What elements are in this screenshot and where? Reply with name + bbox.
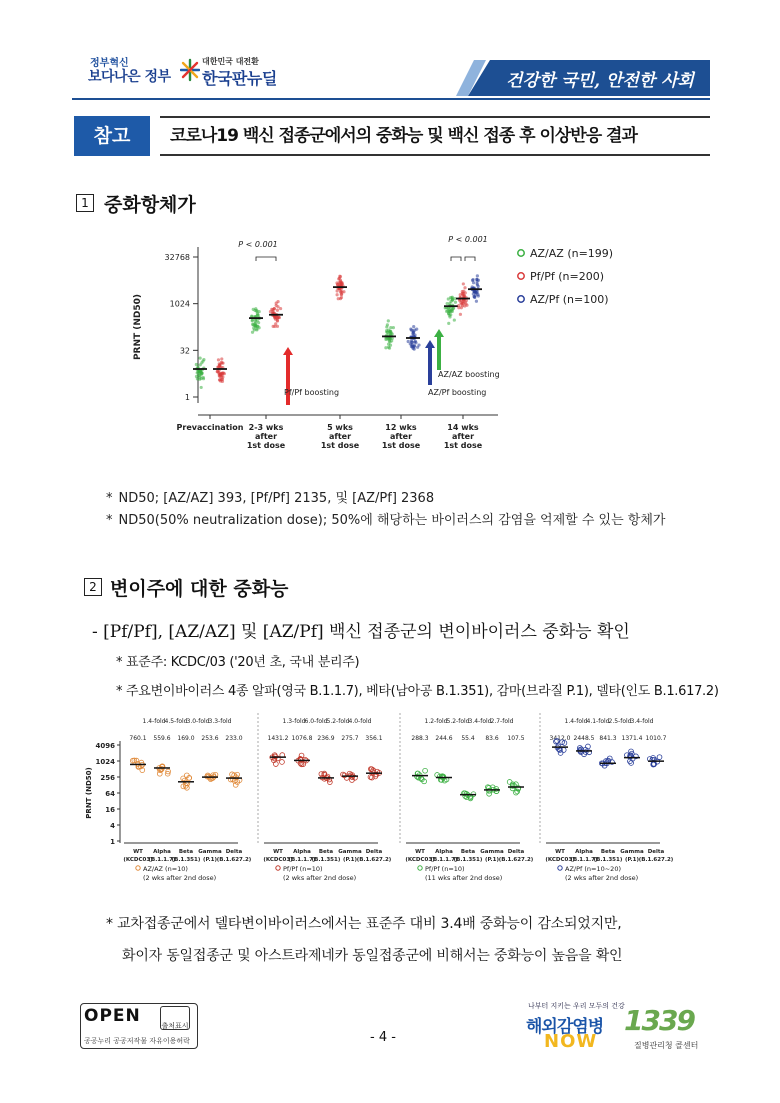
data-point [338, 275, 341, 278]
y-axis-label: PRNT (ND50) [85, 767, 93, 819]
y-tick-label: 64 [105, 790, 115, 798]
x-tick-label: Gamma [480, 849, 504, 855]
value-label: 275.7 [341, 735, 359, 742]
x-tick-label: 12 wks [385, 423, 417, 432]
data-point [337, 297, 340, 300]
fold-label: 4.5-fold [164, 718, 188, 725]
y-axis-label: PRNT (ND50) [133, 293, 143, 361]
antibody-titer-plot [128, 225, 622, 465]
data-point [472, 281, 475, 284]
fold-label: 3.3-fold [208, 718, 232, 725]
data-point [337, 277, 340, 280]
legend-marker [518, 296, 524, 302]
note-asterisk: * [116, 655, 123, 670]
x-tick-label: (B.1.627.2) [216, 857, 252, 863]
data-point [463, 286, 466, 289]
x-tick-label: Beta [460, 849, 476, 855]
data-point [388, 347, 391, 350]
x-tick-label: (KCDC03) [545, 857, 575, 863]
data-point [476, 290, 479, 293]
value-label: 169.0 [177, 735, 195, 742]
data-point [280, 760, 285, 765]
x-tick-label: (KCDC03) [123, 857, 153, 863]
data-point [407, 340, 410, 343]
x-tick-label: (B.1.1.7) [570, 857, 598, 863]
x-tick-label: (KCDC03) [263, 857, 293, 863]
section1-number: 1 [76, 194, 94, 212]
y-tick-label: 4096 [95, 742, 115, 750]
value-label: 841.3 [599, 735, 617, 742]
fold-label: 1.2-fold [424, 718, 448, 725]
data-point [412, 347, 415, 350]
value-label: 559.6 [153, 735, 171, 742]
data-point [412, 325, 415, 328]
y-tick-label: 1 [184, 393, 190, 402]
data-point [462, 282, 465, 285]
data-point [340, 293, 343, 296]
data-point [276, 309, 279, 312]
data-point [257, 313, 260, 316]
data-point [197, 374, 200, 377]
p-value-bracket [465, 257, 475, 261]
fold-label: 1.3-fold [282, 718, 306, 725]
x-tick-label: Delta [647, 849, 665, 855]
data-point [275, 302, 278, 305]
fold-label: 4.0-fold [348, 718, 372, 725]
y-tick-label: 4 [110, 822, 115, 830]
value-label: 2448.5 [573, 735, 595, 742]
overseas-now-logo: NOW [544, 1031, 598, 1052]
data-point [340, 296, 343, 299]
data-point [199, 357, 202, 360]
new-deal-star-icon [180, 58, 200, 82]
x-tick-label: Alpha [435, 849, 453, 855]
fold-label: 3.0-fold [186, 718, 210, 725]
note-asterisk: * [116, 684, 123, 699]
x-tick-label: (B.1.1.7) [148, 857, 176, 863]
x-tick-label: (P.1) [203, 857, 217, 863]
x-tick-label: 1st dose [320, 441, 360, 450]
x-tick-label: Gamma [198, 849, 222, 855]
data-point [514, 790, 519, 795]
data-point [336, 283, 339, 286]
data-point [423, 768, 428, 773]
azaz-boost-arrow [437, 335, 441, 370]
value-label: 244.6 [435, 735, 453, 742]
value-label: 83.6 [485, 735, 499, 742]
data-point [410, 343, 413, 346]
fold-label: 1.4-fold [564, 718, 588, 725]
slogan-text: 건강한 국민, 안전한 사회 [506, 71, 694, 91]
azpf-boost-arrow [428, 346, 432, 385]
x-tick-label: (P.1) [485, 857, 499, 863]
x-tick-label: (B.1.627.2) [638, 857, 674, 863]
fold-label: 2.5-fold [608, 718, 632, 725]
value-label: 760.1 [129, 735, 147, 742]
hotline-1339-logo: 1339 [624, 1004, 694, 1037]
value-label: 236.9 [317, 735, 335, 742]
data-point [254, 325, 257, 328]
note-text: ND50(50% neutralization dose); 50%에 해당하는 바이러스의 감염을 억제할 수 있는 항체가 [118, 513, 666, 528]
data-point [390, 339, 393, 342]
legend-marker [136, 866, 140, 870]
conclusion-line-2: 화이자 동일접종군 및 아스트라제네카 동일접종군에 비해서는 중화능이 높음을 확인 [122, 948, 623, 964]
x-tick-label: (B.1.1.7) [288, 857, 316, 863]
data-point [451, 308, 454, 311]
data-point [461, 292, 464, 295]
data-point [477, 285, 480, 288]
legend-marker [518, 273, 524, 279]
data-point [384, 346, 387, 349]
value-label: 233.0 [225, 735, 243, 742]
data-point [251, 319, 254, 322]
data-point [200, 386, 203, 389]
value-label: 1076.8 [291, 735, 313, 742]
data-point [461, 300, 464, 303]
header-divider [72, 98, 710, 100]
data-point [336, 293, 339, 296]
x-tick-label: after [254, 432, 278, 441]
overseas-infection-logo: 해외감염병 [526, 1017, 604, 1037]
data-point [217, 358, 220, 361]
data-point [273, 762, 278, 767]
value-label: 288.3 [411, 735, 429, 742]
legend-label: Pf/Pf (n=200) [530, 270, 604, 283]
x-tick-label: (P.1) [343, 857, 357, 863]
x-tick-label: Gamma [620, 849, 644, 855]
x-tick-label: (B.1.627.2) [498, 857, 534, 863]
y-tick-label: 16 [105, 806, 115, 814]
data-point [220, 357, 223, 360]
value-label: 356.1 [365, 735, 383, 742]
value-label: 1010.7 [645, 735, 667, 742]
x-tick-label: (B.1.1.7) [430, 857, 458, 863]
data-point [447, 322, 450, 325]
variant-neutralization-chart [82, 705, 702, 895]
legend-marker [518, 250, 524, 256]
y-tick-label: 32 [179, 346, 190, 356]
x-tick-label: Gamma [338, 849, 362, 855]
data-point [476, 274, 479, 277]
section2-title: 변이주에 대한 중화능 [110, 578, 289, 600]
value-label: 55.4 [461, 735, 475, 742]
x-tick-label: Alpha [293, 849, 311, 855]
azpf-boost-arrow-head [425, 340, 435, 348]
conclusion-text: 교차접종군에서 델타변이바이러스에서는 표준주 대비 3.4배 중화능이 감소되었지만, [117, 916, 622, 932]
data-point [413, 333, 416, 336]
section2-bullet-1 [116, 651, 359, 670]
kogl-open-label: OPEN [84, 1006, 141, 1026]
legend-caption: (2 wks after 2nd dose) [565, 874, 639, 882]
fold-label: 5.2-fold [326, 718, 350, 725]
data-point [339, 281, 342, 284]
pf-boost-arrow-head [283, 347, 293, 355]
x-tick-label: 5 wks [327, 423, 353, 432]
variant-neutralization-plot [82, 705, 702, 895]
x-tick-label: 2-3 wks [248, 423, 284, 432]
x-tick-label: WT [133, 849, 143, 855]
legend-marker [418, 866, 422, 870]
data-point [273, 325, 276, 328]
data-point [413, 340, 416, 343]
fold-label: 2.7-fold [490, 718, 514, 725]
x-tick-label: 1st dose [381, 441, 421, 450]
x-tick-label: (B.1.351) [171, 857, 201, 863]
x-tick-label: Beta [178, 849, 194, 855]
x-tick-label: Alpha [575, 849, 593, 855]
x-tick-label: Beta [600, 849, 616, 855]
legend-caption: (2 wks after 2nd dose) [283, 874, 357, 882]
logo-gov-innovation-small: 정부혁신 [90, 58, 129, 69]
data-point [586, 744, 591, 749]
data-point [459, 313, 462, 316]
data-point [460, 306, 463, 309]
legend-caption: (2 wks after 2nd dose) [143, 874, 217, 882]
data-point [223, 372, 226, 375]
x-tick-label: (B.1.351) [311, 857, 341, 863]
antibody-titer-chart [128, 225, 622, 465]
legend-label: AZ/Pf (n=100) [530, 293, 609, 306]
x-tick-label: Delta [225, 849, 243, 855]
data-point [219, 379, 222, 382]
x-tick-label: (P.1) [625, 857, 639, 863]
x-tick-label: Delta [365, 849, 383, 855]
data-point [451, 298, 454, 301]
value-label: 1431.2 [267, 735, 289, 742]
page-number: - 4 - [370, 1030, 396, 1045]
data-point [487, 791, 492, 796]
data-point [258, 310, 261, 313]
x-tick-label: (B.1.627.2) [356, 857, 392, 863]
section1-note-1 [106, 487, 434, 506]
data-point [454, 301, 457, 304]
fold-label: 4.1-fold [586, 718, 610, 725]
fold-label: 1.4-fold [142, 718, 166, 725]
data-point [447, 312, 450, 315]
y-tick-label: 256 [100, 774, 115, 782]
x-tick-label: Alpha [153, 849, 171, 855]
logo-gov-innovation: 보다나은 정부 [88, 69, 171, 85]
x-tick-label: after [451, 432, 475, 441]
legend-label: AZ/Pf (n=10~20) [565, 865, 621, 873]
kogl-attribution-badge: 출처표시 [160, 1006, 190, 1030]
fold-label: 3.4-fold [468, 718, 492, 725]
x-tick-label: 14 wks [447, 423, 479, 432]
data-point [202, 376, 205, 379]
x-tick-label: WT [555, 849, 565, 855]
note-asterisk: * [106, 916, 113, 932]
data-point [198, 378, 201, 381]
pf-boost-arrow [286, 353, 290, 405]
x-tick-label: after [328, 432, 352, 441]
legend-marker [558, 866, 562, 870]
legend-label: Pf/Pf (n=10) [283, 865, 323, 873]
x-tick-label: WT [273, 849, 283, 855]
x-tick-label: after [389, 432, 413, 441]
data-point [276, 319, 279, 322]
data-point [218, 374, 221, 377]
data-point [392, 326, 395, 329]
data-point [387, 319, 390, 322]
section1-note-2 [106, 509, 665, 528]
reference-title: 코로나19 백신 접종군에서의 중화능 및 백신 접종 후 이상반응 결과 [160, 116, 710, 156]
data-point [448, 315, 451, 318]
data-point [269, 310, 272, 313]
x-tick-label: WT [415, 849, 425, 855]
note-asterisk: * [106, 513, 113, 528]
data-point [253, 309, 256, 312]
p-value-bracket [451, 257, 461, 261]
data-point [221, 375, 224, 378]
data-point [657, 755, 662, 760]
data-point [475, 278, 478, 281]
data-point [257, 321, 260, 324]
data-point [385, 325, 388, 328]
legend-label: AZ/AZ (n=199) [530, 247, 614, 260]
pf-boost-label: Pf/Pf boosting [284, 388, 340, 397]
data-point [200, 361, 203, 364]
x-tick-label: 1st dose [246, 441, 286, 450]
fold-label: 6.0-fold [304, 718, 328, 725]
p-value-bracket [256, 257, 276, 261]
x-tick-label: 1st dose [443, 441, 483, 450]
p-value-label: P < 0.001 [448, 235, 488, 244]
value-label: 1371.4 [621, 735, 643, 742]
data-point [473, 296, 476, 299]
x-tick-label: Beta [318, 849, 334, 855]
overseas-now-tagline: 나부터 지키는 우리 모두의 건강 [528, 1002, 625, 1010]
data-point [195, 363, 198, 366]
y-tick-label: 1024 [95, 758, 115, 766]
x-tick-label: Prevaccination [176, 423, 244, 432]
data-point [447, 297, 450, 300]
logo-new-deal: 한국판뉴딜 [202, 69, 277, 88]
azaz-boost-arrow-head [434, 329, 444, 337]
data-point [472, 292, 475, 295]
data-point [279, 307, 282, 310]
bullet-text: 주요변이바이러스 4종 알파(영국 B.1.1.7), 베타(남아공 B.1.351), 감마(브라질 P.1), 델타(인도 B.1.617.2) [126, 684, 719, 699]
x-tick-label: Delta [507, 849, 525, 855]
y-tick-label: 1024 [169, 299, 190, 309]
legend-label: Pf/Pf (n=10) [425, 865, 465, 873]
section2-number: 2 [84, 578, 102, 596]
section2-bullet-2 [116, 680, 719, 699]
data-point [273, 307, 276, 310]
data-point [464, 302, 467, 305]
legend-label: AZ/AZ (n=10) [143, 865, 188, 873]
data-point [411, 329, 414, 332]
fold-label: 3.4-fold [630, 718, 654, 725]
logo-new-deal-small: 대한민국 대전환 [202, 57, 259, 66]
bullet-text: 표준주: KCDC/03 ('20년 초, 국내 분리주) [126, 655, 360, 670]
legend-marker [276, 866, 280, 870]
data-point [446, 302, 449, 305]
x-tick-label: (B.1.351) [453, 857, 483, 863]
azaz-boost-label: AZ/AZ boosting [438, 370, 500, 379]
azpf-boost-label: AZ/Pf boosting [428, 388, 487, 397]
fold-label: 5.2-fold [446, 718, 470, 725]
data-point [277, 316, 280, 319]
p-value-label: P < 0.001 [238, 240, 278, 249]
data-point [475, 300, 478, 303]
note-asterisk: * [106, 491, 113, 506]
legend-caption: (11 wks after 2nd dose) [425, 874, 503, 882]
section1-title: 중화항체가 [104, 194, 196, 216]
reference-badge: 참고 [74, 116, 150, 156]
value-label: 3412.0 [549, 735, 571, 742]
data-point [389, 344, 392, 347]
conclusion-line-1 [106, 912, 622, 936]
data-point [416, 346, 419, 349]
data-point [472, 278, 475, 281]
kogl-caption: 공공누리 공공저작물 자유이용허락 [84, 1037, 190, 1045]
value-label: 107.5 [507, 735, 525, 742]
section2-summary: - [Pf/Pf], [AZ/AZ] 및 [AZ/Pf] 백신 접종군의 변이바이러스 중화능 확인 [92, 622, 630, 642]
note-text: ND50; [AZ/AZ] 393, [Pf/Pf] 2135, 및 [AZ/Pf] 2368 [118, 491, 435, 506]
data-point [255, 328, 258, 331]
data-point [198, 370, 201, 373]
y-tick-label: 32768 [164, 253, 190, 262]
hotline-caption: 질병관리청 콜센터 [634, 1041, 699, 1050]
data-point [218, 364, 221, 367]
x-tick-label: (B.1.351) [593, 857, 623, 863]
data-point [453, 318, 456, 321]
y-tick-label: 1 [110, 838, 115, 846]
x-tick-label: (KCDC03) [405, 857, 435, 863]
value-label: 253.6 [201, 735, 219, 742]
